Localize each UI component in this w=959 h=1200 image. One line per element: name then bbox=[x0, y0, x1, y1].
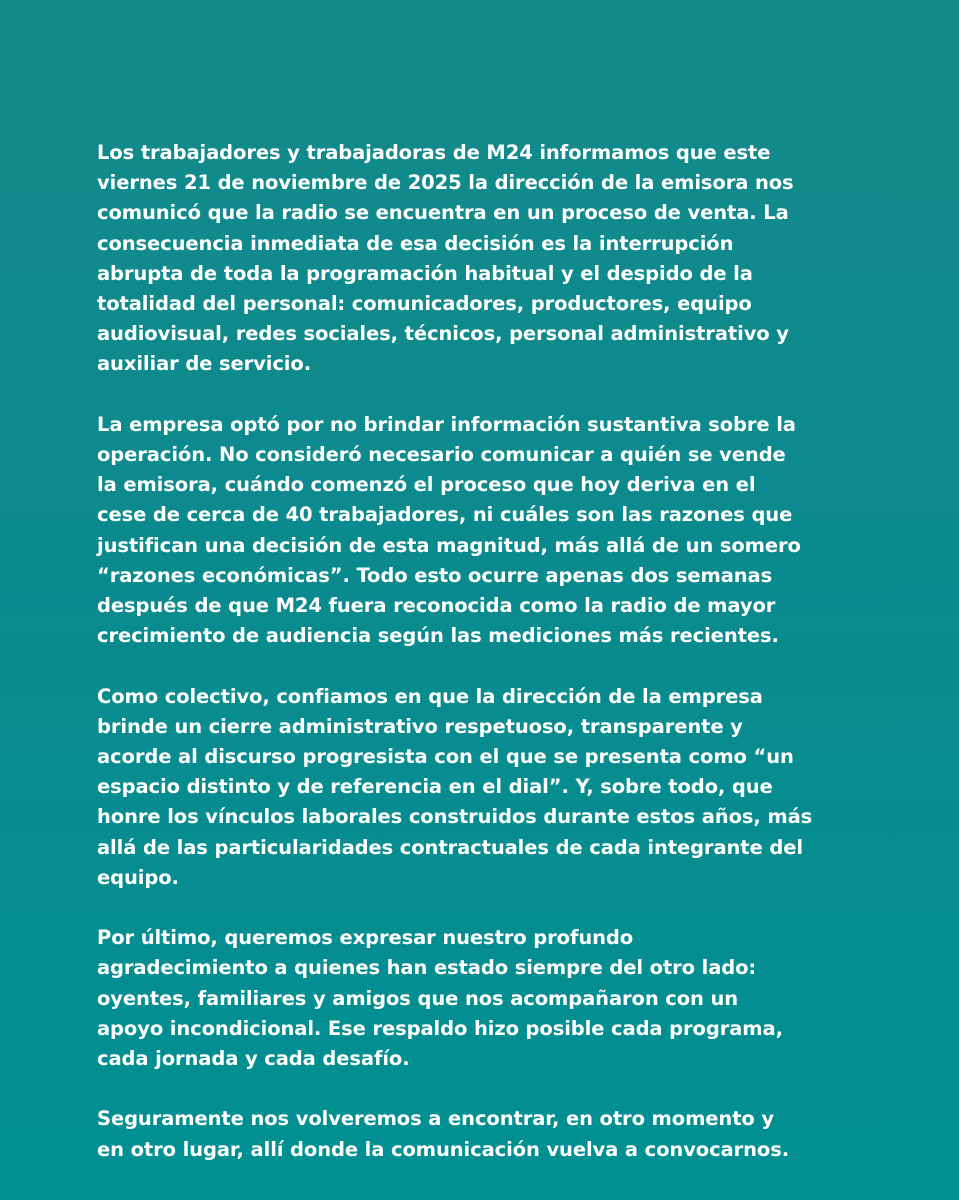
text-line: totalidad del personal: comunicadores, productores, equipo bbox=[97, 292, 752, 316]
text-line: Por último, queremos expresar nuestro profundo bbox=[97, 926, 634, 950]
text-line: “razones económicas”. Todo esto ocurre apenas dos semanas bbox=[97, 563, 773, 587]
text-line: brinde un cierre administrativo respetuoso, transparente y bbox=[97, 714, 743, 738]
text-line: allá de las particularidades contractuales de cada integrante del bbox=[97, 835, 803, 859]
text-line: abrupta de toda la programación habitual y el despido de la bbox=[97, 261, 753, 285]
text-line: Seguramente nos volveremos a encontrar, en otro momento y bbox=[97, 1107, 775, 1131]
text-line: oyentes, familiares y amigos que nos acompañaron con un bbox=[97, 986, 739, 1010]
text-line: cese de cerca de 40 trabajadores, ni cuáles son las razones que bbox=[97, 503, 793, 527]
text-line: La empresa optó por no brindar información sustantiva sobre la bbox=[97, 412, 796, 436]
paragraph-collective-request bbox=[97, 682, 887, 893]
text-line: cada jornada y cada desafío. bbox=[97, 1047, 410, 1071]
text-line: justifican una decisión de esta magnitud, más allá de un somero bbox=[97, 533, 801, 557]
text-line: espacio distinto y de referencia en el dial”. Y, sobre todo, que bbox=[97, 775, 773, 799]
text-line: operación. No consideró necesario comunicar a quién se vende bbox=[97, 443, 786, 467]
text-line: después de que M24 fuera reconocida como la radio de mayor bbox=[97, 594, 776, 618]
paragraph-company-silence bbox=[97, 410, 887, 652]
paragraph-farewell bbox=[97, 1104, 887, 1164]
text-line: la emisora, cuándo comenzó el proceso que hoy deriva en el bbox=[97, 473, 756, 497]
text-line: crecimiento de audiencia según las mediciones más recientes. bbox=[97, 624, 779, 648]
text-line: acorde al discurso progresista con el que se presenta como “un bbox=[97, 745, 794, 769]
text-line: consecuencia inmediata de esa decisión es la interrupción bbox=[97, 231, 734, 255]
text-line: apoyo incondicional. Ese respaldo hizo posible cada programa, bbox=[97, 1016, 783, 1040]
text-line: en otro lugar, allí donde la comunicación vuelva a convocarnos. bbox=[97, 1137, 790, 1161]
text-line: agradecimiento a quienes han estado siempre del otro lado: bbox=[97, 956, 757, 980]
text-line: Como colectivo, confiamos en que la dirección de la empresa bbox=[97, 684, 763, 708]
statement-text bbox=[97, 138, 887, 1165]
text-line: comunicó que la radio se encuentra en un proceso de venta. La bbox=[97, 201, 789, 225]
text-line: Los trabajadores y trabajadoras de M24 informamos que este bbox=[97, 141, 771, 164]
text-line: audiovisual, redes sociales, técnicos, personal administrativo y bbox=[97, 322, 789, 346]
text-line: honre los vínculos laborales construidos durante estos años, más bbox=[97, 805, 813, 829]
text-line: viernes 21 de noviembre de 2025 la dirección de la emisora nos bbox=[97, 171, 794, 195]
text-line: equipo. bbox=[97, 865, 179, 889]
paragraph-sale-announcement bbox=[97, 138, 887, 380]
text-line: auxiliar de servicio. bbox=[97, 352, 311, 376]
paragraph-gratitude bbox=[97, 923, 887, 1074]
